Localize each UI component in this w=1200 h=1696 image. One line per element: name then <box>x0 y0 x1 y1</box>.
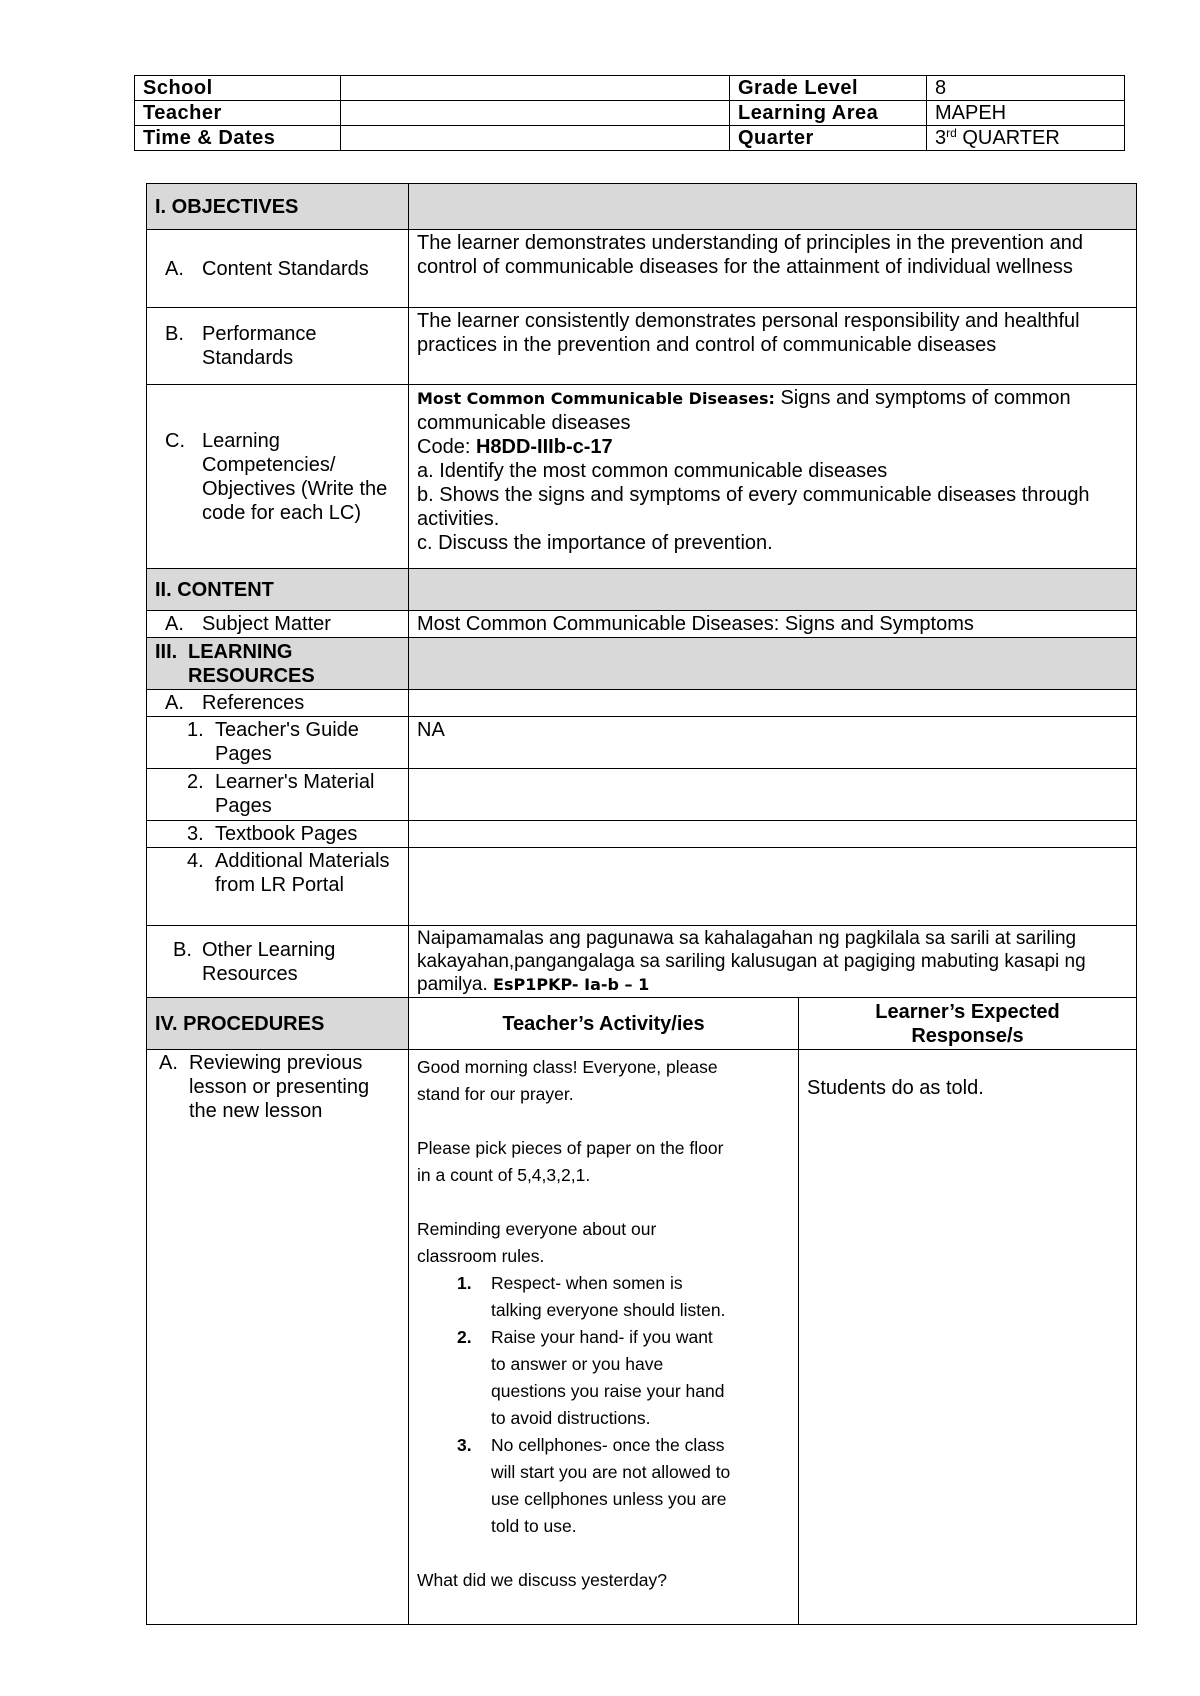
reviewing-lesson-label: Reviewing previous lesson or presenting the new lesson <box>189 1052 370 1122</box>
objectives-heading-fill <box>409 184 1137 230</box>
learning-area-value: MAPEH <box>927 101 1125 126</box>
learning-resources-heading-cell <box>147 638 409 690</box>
learners-material-number: 2. <box>187 771 204 793</box>
teachers-guide-label: Teacher's Guide Pages <box>215 719 359 765</box>
quarter-text: QUARTER <box>956 127 1060 149</box>
learners-material-label: Learner's Material Pages <box>215 771 375 817</box>
teacher-question: What did we discuss yesterday? <box>417 1570 667 1590</box>
content-standards-label-cell <box>147 230 409 308</box>
classroom-rules-list <box>417 1270 790 1540</box>
classroom-rule-text: No cellphones- once the class will start you are not allowed to use cellphones unless you are told to use. <box>491 1435 731 1536</box>
classroom-rule-number: 1. <box>457 1273 472 1293</box>
performance-standards-label: Performance Standards <box>202 323 317 369</box>
learning-area-label: Learning Area <box>730 101 927 126</box>
time-dates-value <box>341 126 730 151</box>
teachers-guide-label-cell <box>147 717 409 769</box>
additional-materials-number: 4. <box>187 850 204 872</box>
additional-materials-label: Additional Materials from LR Portal <box>215 850 390 896</box>
classroom-rule-text: Raise your hand- if you want to answer or you have questions you raise your hand to avoid distructions. <box>491 1327 725 1428</box>
quarter-number: 3 <box>935 127 947 149</box>
teacher-pick-paper: Please pick pieces of paper on the floor in a count of 5,4,3,2,1. <box>417 1138 724 1185</box>
lesson-plan-table <box>146 183 1137 1625</box>
additional-materials-value <box>409 848 1137 926</box>
learning-competencies-label-cell <box>147 385 409 569</box>
objectives-heading: I. OBJECTIVES <box>147 184 409 230</box>
teachers-guide-value: NA <box>409 717 1137 769</box>
learner-response-text: Students do as told. <box>807 1077 984 1099</box>
teacher-label: Teacher <box>135 101 341 126</box>
other-resources-text <box>409 926 1137 998</box>
classroom-rule-number: 2. <box>457 1327 472 1347</box>
competency-b: b. Shows the signs and symptoms of every communicable diseases through activities. <box>417 484 1090 530</box>
performance-standards-text: The learner consistently demonstrates personal responsibility and healthful practices in the prevention and control of communicable diseases <box>409 308 1137 385</box>
header-info-table <box>134 75 1125 151</box>
content-standards-text: The learner demonstrates understanding of principles in the prevention and control of communicable diseases for the attainment of individual wellness <box>409 230 1137 308</box>
learning-competencies-label: Learning Competencies/ Objectives (Write the code for each LC) <box>202 429 388 524</box>
competency-title: Most Common Communicable Diseases: <box>417 389 775 408</box>
subject-matter-letter: A. <box>165 613 184 635</box>
grade-level-value: 8 <box>927 76 1125 101</box>
subject-matter-label-cell <box>147 611 409 638</box>
subject-matter-label: Subject Matter <box>202 613 331 635</box>
additional-materials-label-cell <box>147 848 409 926</box>
references-label: References <box>202 692 305 714</box>
teacher-greeting: Good morning class! Everyone, please stand for our prayer. <box>417 1057 718 1104</box>
learning-resources-number: III. <box>155 640 178 663</box>
content-heading: II. CONTENT <box>147 569 409 611</box>
learner-response-header: Learner’s Expected Response/s <box>799 998 1137 1050</box>
classroom-rule-item <box>417 1324 790 1432</box>
subject-matter-text: Most Common Communicable Diseases: Signs and Symptoms <box>409 611 1137 638</box>
teacher-activity-header: Teacher’s Activity/ies <box>409 998 799 1050</box>
performance-standards-label-cell <box>147 308 409 385</box>
performance-standards-letter: B. <box>165 323 184 345</box>
school-label: School <box>135 76 341 101</box>
other-resources-sentence: Naipamamalas ang pagunawa sa kahalagahan ng pagkilala sa sarili at sariling kakayahan,pangangalaga sa sariling kalusugan at pagiging mabuting kasapi ng pamilya. <box>417 928 1086 995</box>
textbook-pages-label-cell <box>147 821 409 848</box>
other-resources-label: Other Learning Resources <box>202 938 336 985</box>
competency-code-label: Code: <box>417 436 476 458</box>
teacher-value <box>341 101 730 126</box>
teacher-reminder: Reminding everyone about our classroom rules. <box>417 1219 657 1266</box>
learners-material-value <box>409 769 1137 821</box>
references-letter: A. <box>165 692 184 714</box>
other-resources-label-cell <box>147 926 409 998</box>
quarter-value <box>927 126 1125 151</box>
reviewing-lesson-label-cell <box>147 1050 409 1625</box>
classroom-rule-item <box>417 1270 790 1324</box>
competency-a: a. Identify the most common communicable diseases <box>417 460 888 482</box>
textbook-pages-label: Textbook Pages <box>215 823 358 845</box>
learners-material-label-cell <box>147 769 409 821</box>
teachers-guide-number: 1. <box>187 719 204 741</box>
procedures-heading: IV. PROCEDURES <box>147 998 409 1050</box>
quarter-ordinal: rd <box>946 126 957 140</box>
references-label-cell <box>147 690 409 717</box>
textbook-pages-value <box>409 821 1137 848</box>
time-dates-label: Time & Dates <box>135 126 341 151</box>
competency-code: H8DD-IIIb-c-17 <box>475 436 613 458</box>
content-standards-label: Content Standards <box>202 257 369 280</box>
school-value <box>341 76 730 101</box>
classroom-rule-text: Respect- when somen is talking everyone should listen. <box>491 1273 726 1320</box>
learning-competencies-text <box>409 385 1137 569</box>
reviewing-lesson-letter: A. <box>159 1052 178 1074</box>
other-resources-letter: B. <box>173 938 192 961</box>
quarter-label: Quarter <box>730 126 927 151</box>
learning-resources-heading-fill <box>409 638 1137 690</box>
classroom-rule-number: 3. <box>457 1435 472 1455</box>
references-value <box>409 690 1137 717</box>
content-standards-letter: A. <box>165 257 184 280</box>
textbook-pages-number: 3. <box>187 823 204 845</box>
learning-resources-heading: LEARNING RESOURCES <box>188 640 315 687</box>
grade-level-label: Grade Level <box>730 76 927 101</box>
learning-competencies-letter: C. <box>165 429 185 452</box>
competency-c: c. Discuss the importance of prevention. <box>417 532 773 554</box>
teacher-activity-cell <box>409 1050 799 1625</box>
other-resources-code: EsP1PKP- Ia-b – 1 <box>493 975 650 994</box>
content-heading-fill <box>409 569 1137 611</box>
classroom-rule-item <box>417 1432 790 1540</box>
learner-response-cell <box>799 1050 1137 1625</box>
competency-title-rest: Signs and symptoms of common communicable diseases <box>417 387 1071 434</box>
